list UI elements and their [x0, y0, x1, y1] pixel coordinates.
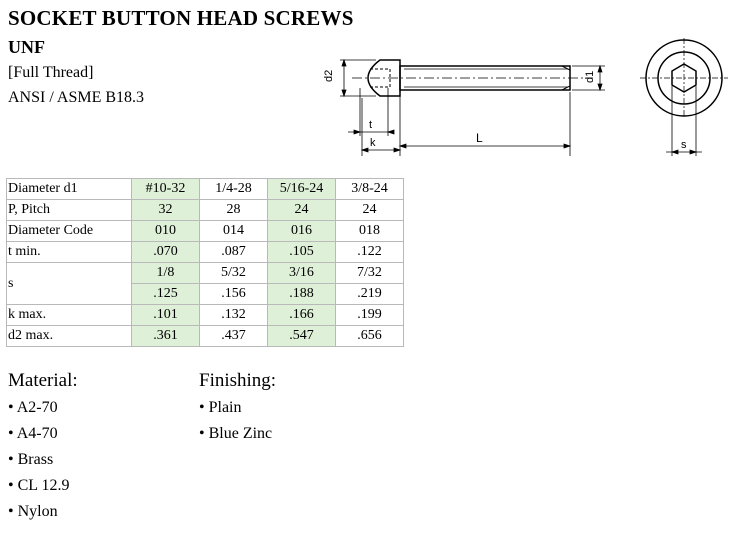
table-row: [7, 242, 404, 263]
table-cell: 5/16-24: [268, 179, 336, 200]
table-cell: 014: [200, 221, 268, 242]
finishing-item: Blue Zinc: [208, 425, 273, 442]
material-item: A4-70: [16, 425, 58, 442]
table-cell: .188: [268, 284, 336, 305]
finishing-list: [199, 395, 272, 447]
thread-series: UNF: [8, 37, 45, 57]
d2-label: d2: [323, 69, 335, 82]
table-cell: .087: [200, 242, 268, 263]
table-cell: 3/8-24: [336, 179, 404, 200]
table-cell: .070: [132, 242, 200, 263]
table-cell: 32: [132, 200, 200, 221]
list-item: • Plain: [199, 399, 242, 416]
page-title: SOCKET BUTTON HEAD SCREWS: [8, 6, 354, 30]
table-cell: 28: [200, 200, 268, 221]
screw-technical-drawing: [300, 36, 730, 161]
table-row: [7, 179, 404, 200]
list-item: • Blue Zinc: [199, 425, 273, 442]
material-item: A2-70: [16, 399, 58, 416]
table-cell: .156: [200, 284, 268, 305]
table-row: [7, 221, 404, 242]
list-item: • A2-70: [8, 399, 58, 416]
list-item: • A4-70: [8, 425, 58, 442]
table-cell: .437: [200, 326, 268, 347]
list-item: • Nylon: [8, 503, 58, 520]
table-cell: .132: [200, 305, 268, 326]
finishing-heading: Finishing:: [199, 370, 277, 391]
list-item: • CL 12.9: [8, 477, 70, 494]
material-heading: Material:: [8, 370, 78, 391]
table-cell: .105: [268, 242, 336, 263]
spec-table: [6, 178, 404, 347]
table-cell: 1/4-28: [200, 179, 268, 200]
row-label: k max.: [7, 305, 132, 326]
table-cell: .656: [336, 326, 404, 347]
table-row: [7, 200, 404, 221]
table-cell: 24: [268, 200, 336, 221]
table-cell: .547: [268, 326, 336, 347]
table-cell: 1/8: [132, 263, 200, 284]
table-row: [7, 263, 404, 284]
table-cell: 24: [336, 200, 404, 221]
row-label: P, Pitch: [7, 200, 132, 221]
t-label: t: [369, 119, 373, 131]
s-label: s: [681, 139, 687, 151]
table-cell: .122: [336, 242, 404, 263]
material-list: [8, 395, 69, 525]
row-label: Diameter d1: [7, 179, 132, 200]
table-cell: 5/32: [200, 263, 268, 284]
L-label: L: [476, 131, 483, 145]
k-label: k: [370, 137, 376, 149]
table-cell: 018: [336, 221, 404, 242]
table-cell: .166: [268, 305, 336, 326]
table-cell: 016: [268, 221, 336, 242]
table-cell: .125: [132, 284, 200, 305]
standard-label: ANSI / ASME B18.3: [8, 89, 145, 106]
table-cell: .199: [336, 305, 404, 326]
material-item: Nylon: [17, 503, 58, 520]
table-cell: .361: [132, 326, 200, 347]
finishing-item: Plain: [208, 399, 242, 416]
table-row: [7, 326, 404, 347]
table-cell: .219: [336, 284, 404, 305]
table-cell: 010: [132, 221, 200, 242]
table-cell: 3/16: [268, 263, 336, 284]
list-item: • Brass: [8, 451, 54, 468]
row-label: t min.: [7, 242, 132, 263]
row-label: Diameter Code: [7, 221, 132, 242]
table-cell: #10-32: [132, 179, 200, 200]
table-cell: .101: [132, 305, 200, 326]
row-label: s: [7, 263, 132, 305]
d1-label: d1: [584, 70, 596, 83]
table-row: [7, 305, 404, 326]
material-item: Brass: [17, 451, 54, 468]
material-item: CL 12.9: [17, 477, 70, 494]
table-cell: 7/32: [336, 263, 404, 284]
row-label: d2 max.: [7, 326, 132, 347]
thread-type: [Full Thread]: [8, 64, 94, 81]
